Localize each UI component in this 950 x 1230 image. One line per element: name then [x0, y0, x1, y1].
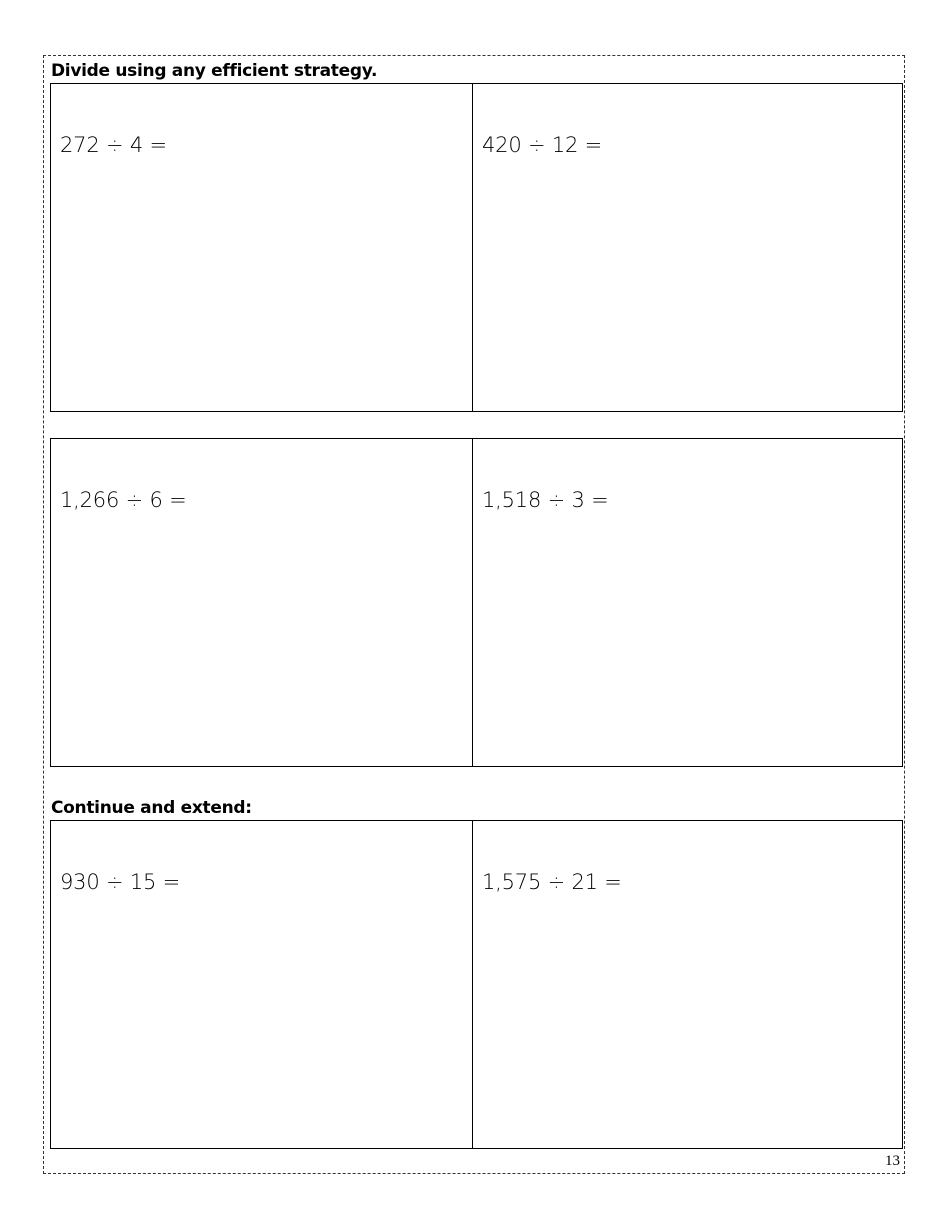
problem-text: 1,575 ÷ 21 =	[482, 870, 622, 894]
problem-grid-row-3	[50, 820, 903, 1149]
problem-text: 1,266 ÷ 6 =	[60, 488, 187, 512]
problem-text: 930 ÷ 15 =	[60, 870, 181, 894]
problem-text: 272 ÷ 4 =	[60, 133, 167, 157]
section-heading-divide: Divide using any efficient strategy.	[51, 61, 378, 81]
work-area-problem-6[interactable]	[473, 821, 902, 1148]
section-heading-continue: Continue and extend:	[51, 798, 252, 818]
problem-grid-row-2	[50, 438, 903, 767]
work-area-problem-3[interactable]	[51, 439, 473, 766]
problem-grid-row-1	[50, 83, 903, 412]
page-number: 13	[885, 1153, 900, 1169]
problem-text: 420 ÷ 12 =	[482, 133, 603, 157]
work-area-problem-2[interactable]	[473, 84, 902, 411]
work-area-problem-4[interactable]	[473, 439, 902, 766]
work-area-problem-5[interactable]	[51, 821, 473, 1148]
work-area-problem-1[interactable]	[51, 84, 473, 411]
problem-text: 1,518 ÷ 3 =	[482, 488, 609, 512]
